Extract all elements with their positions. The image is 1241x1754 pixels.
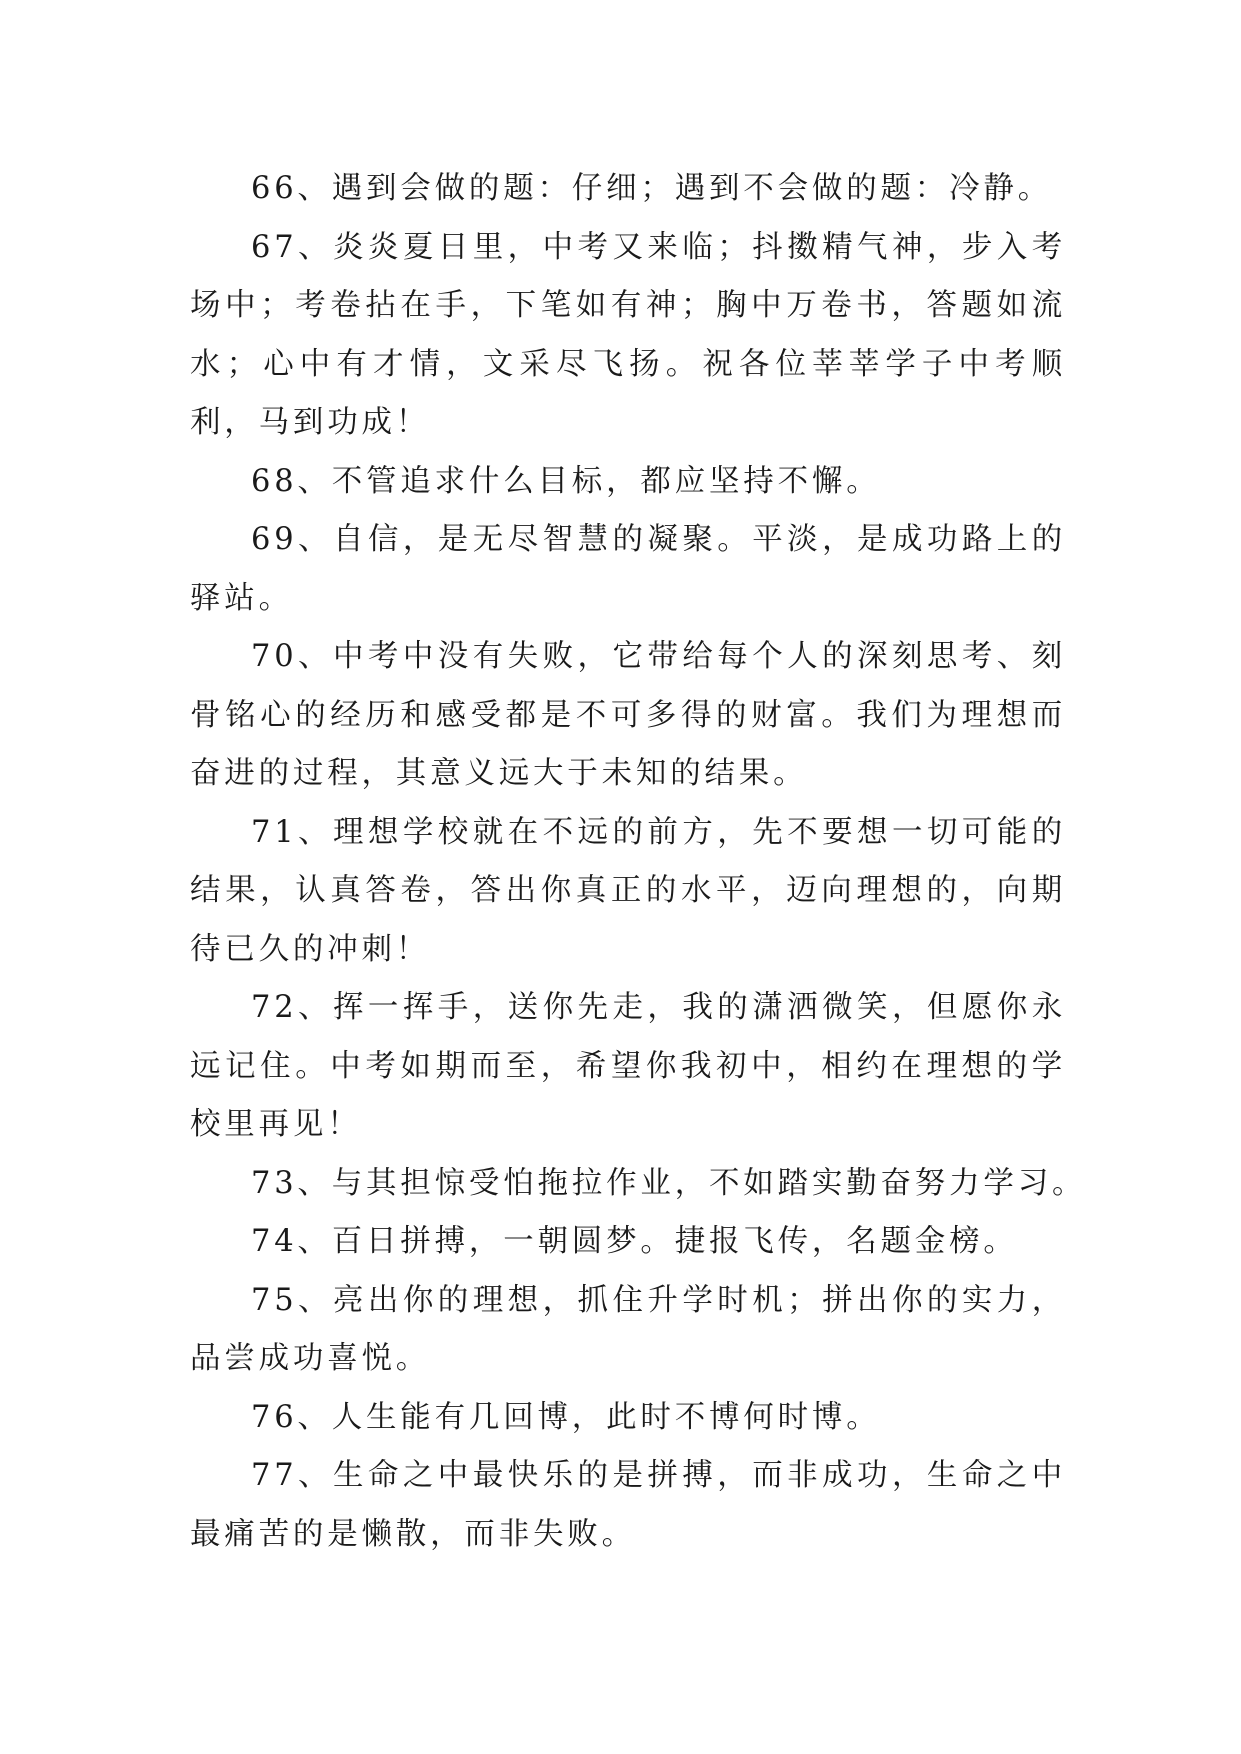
paragraph-77: 77、生命之中最快乐的是拼搏，而非成功，生命之中最痛苦的是懒散，而非失败。 — [190, 1458, 1066, 1552]
paragraph-67: 67、炎炎夏日里，中考又来临；抖擞精气神，步入考场中；考卷拈在手，下笔如有神；胸中万卷书，答题如流水；心中有才情，文采尽飞扬。祝各位莘莘学子中考顺利，马到功成！ — [190, 229, 1066, 440]
paragraph-68: 68、不管追求什么目标，都应坚持不懈。 — [251, 463, 881, 499]
document-body — [190, 160, 1087, 1564]
paragraph-76: 76、人生能有几回博，此时不博何时博。 — [251, 1399, 881, 1435]
paragraph-72: 72、挥一挥手，送你先走，我的潇洒微笑，但愿你永远记住。中考如期而至，希望你我初中，相约在理想的学校里再见！ — [190, 990, 1066, 1142]
paragraph-73: 73、与其担惊受怕拖拉作业，不如踏实勤奋努力学习。 — [251, 1165, 1087, 1201]
paragraph-69: 69、自信，是无尽智慧的凝聚。平淡，是成功路上的驿站。 — [190, 522, 1066, 616]
paragraph-66: 66、遇到会做的题：仔细；遇到不会做的题：冷静。 — [251, 171, 1053, 206]
paragraph-71: 71、理想学校就在不远的前方，先不要想一切可能的结果，认真答卷，答出你真正的水平，迈向理想的，向期待已久的冲刺！ — [190, 814, 1066, 967]
paragraph-75: 75、亮出你的理想，抓住升学时机；拼出你的实力，品尝成功喜悦。 — [190, 1282, 1066, 1376]
paragraph-70: 70、中考中没有失败，它带给每个人的深刻思考、刻骨铭心的经历和感受都是不可多得的财富。我们为理想而奋进的过程，其意义远大于未知的结果。 — [190, 639, 1066, 791]
paragraph-74: 74、百日拼搏，一朝圆梦。捷报飞传，名题金榜。 — [251, 1224, 1018, 1259]
